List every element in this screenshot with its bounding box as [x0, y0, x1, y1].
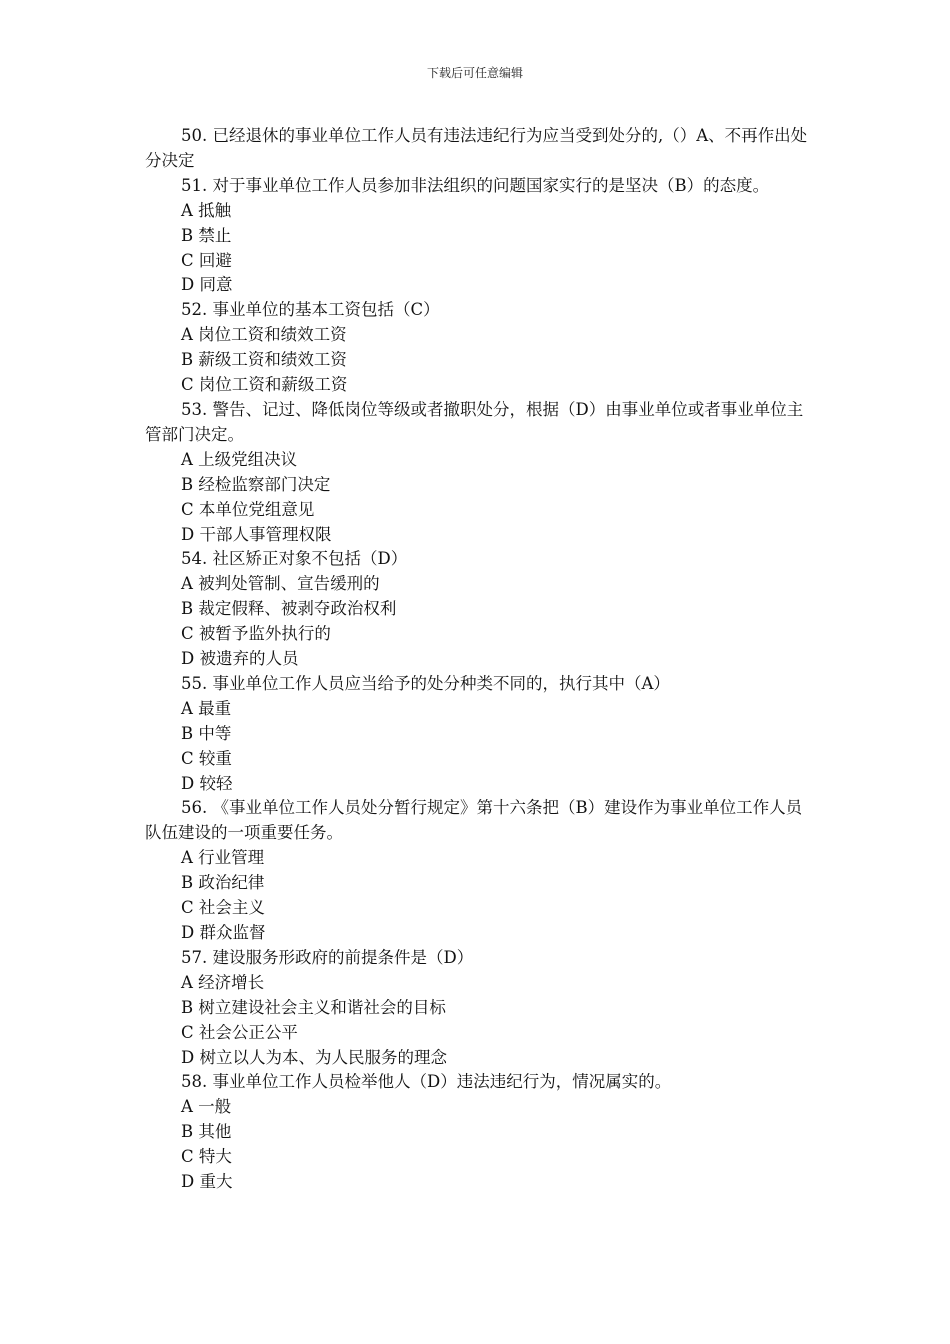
answer-option: B 树立建设社会主义和谐社会的目标	[181, 997, 446, 1017]
answer-option: C 社会主义	[181, 898, 265, 918]
question-text: 51. 对于事业单位工作人员参加非法组织的问题国家实行的是坚决（B）的态度。	[181, 175, 770, 195]
answer-option: D 同意	[181, 275, 233, 295]
question-text: 57. 建设服务形政府的前提条件是（D）	[181, 947, 474, 967]
answer-option: C 较重	[181, 748, 232, 768]
answer-option: D 树立以人为本、为人民服务的理念	[181, 1047, 447, 1067]
question-list	[145, 124, 810, 1195]
answer-option: B 薪级工资和绩效工资	[181, 350, 347, 370]
answer-option: C 特大	[181, 1147, 232, 1167]
question-text: 58. 事业单位工作人员检举他人（D）违法违纪行为，情况属实的。	[181, 1072, 672, 1092]
answer-option: A 经济增长	[181, 972, 265, 992]
answer-option: C 被暂予监外执行的	[181, 624, 331, 644]
answer-option: D 被遗弃的人员	[181, 649, 299, 669]
answer-option: B 经检监察部门决定	[181, 474, 331, 494]
answer-option: D 群众监督	[181, 923, 266, 942]
answer-option: A 上级党组决议	[181, 449, 298, 469]
page-header: 下载后可任意编辑	[426, 66, 523, 80]
answer-option: A 抵触	[181, 200, 232, 220]
answer-option: D 干部人事管理权限	[181, 524, 332, 544]
question-text: 52. 事业单位的基本工资包括（C）	[181, 300, 440, 320]
answer-option: B 其他	[181, 1122, 232, 1142]
answer-option: C 本单位党组意见	[181, 499, 315, 519]
question-text: 53. 警告、记过、降低岗位等级或者撤职处分，根据（D）由事业单位或者事业单位主管部门决定。	[145, 399, 804, 444]
question-text: 54. 社区矫正对象不包括（D）	[181, 549, 408, 569]
answer-option: B 裁定假释、被剥夺政治权利	[181, 599, 397, 619]
answer-option: C 社会公正公平	[181, 1022, 298, 1042]
answer-option: C 回避	[181, 250, 232, 270]
question-text: 56. 《事业单位工作人员处分暂行规定》第十六条把（B）建设作为事业单位工作人员队伍建设的一项重要任务。	[145, 798, 803, 843]
answer-option: D 重大	[181, 1172, 233, 1192]
answer-option: A 被判处管制、宣告缓刑的	[181, 574, 380, 594]
question-text: 50. 已经退休的事业单位工作人员有违法违纪行为应当受到处分的,（）A、不再作出处分决定	[145, 126, 808, 170]
answer-option: B 政治纪律	[181, 873, 265, 893]
answer-option: B 禁止	[181, 225, 232, 245]
answer-option: A 一般	[181, 1097, 232, 1117]
question-text: 55. 事业单位工作人员应当给予的处分种类不同的，执行其中（A）	[181, 673, 670, 693]
answer-option: A 岗位工资和绩效工资	[181, 325, 347, 345]
answer-option: B 中等	[181, 723, 232, 743]
answer-option: A 行业管理	[181, 848, 265, 868]
answer-option: A 最重	[181, 698, 232, 718]
answer-option: D 较轻	[181, 773, 233, 793]
answer-option: C 岗位工资和薪级工资	[181, 375, 348, 395]
